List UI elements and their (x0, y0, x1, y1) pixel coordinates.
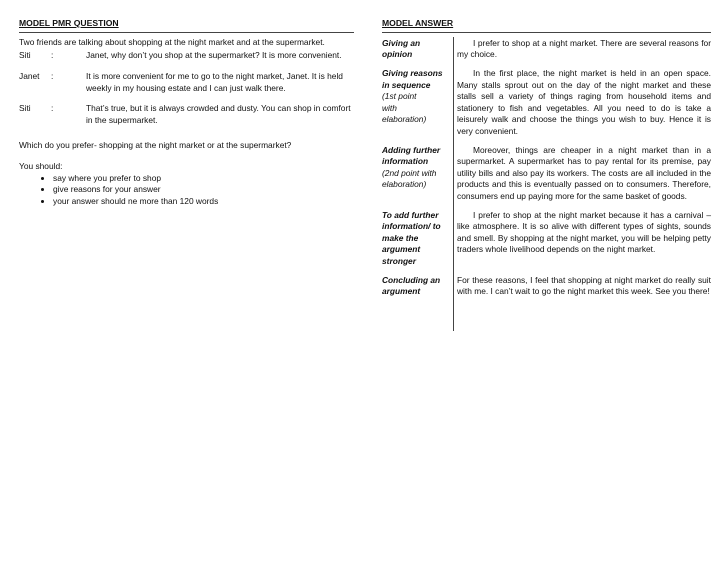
speaker-name: Siti (19, 50, 31, 61)
question-column (19, 18, 354, 207)
speaker-colon: : (51, 103, 54, 114)
list-item: • your answer should ne more than 120 words (53, 196, 354, 208)
answer-heading: MODEL ANSWER (382, 18, 711, 33)
label-line: information/ to (382, 221, 441, 232)
answer-row-label (382, 209, 454, 274)
answer-table (382, 37, 711, 331)
answer-row-label (382, 37, 454, 67)
label-line: Concluding an (382, 274, 441, 285)
speech-text: Janet, why don’t you shop at the supermarket? It is more convenient. (86, 50, 342, 61)
label-line: Adding further (382, 144, 441, 155)
column-divider (382, 304, 454, 331)
answer-paragraph: In the first place, the night market is held in an open space. Many stalls sprout out on the day of the night market and these stalls sell a variety of things raging from household items and stationery to fish and vegetables. All you need to do is take a leisurely walk and choose the things you wish to buy. Hence it is very convenient. (457, 68, 711, 137)
label-line: with (382, 102, 397, 113)
speech-text: That’s true, but it is always crowded and dusty. You can shop in comfort in the supermarket. (86, 103, 351, 125)
answer-row-label (382, 144, 454, 209)
dialogue-line (19, 103, 354, 126)
label-line: Giving reasons (382, 68, 443, 79)
label-line: make the (382, 232, 419, 243)
label-line: opinion (382, 49, 413, 60)
speaker-name: Siti (19, 103, 31, 114)
label-line: argument (382, 286, 421, 297)
instruction-list (19, 173, 354, 208)
list-item: • give reasons for your answer (53, 184, 354, 196)
dialogue-line (19, 71, 354, 94)
speech-text: It is more convenient for me to go to the night market, Janet. It is held weekly in my housing estate and I can just walk there. (86, 71, 343, 93)
answer-row-label (382, 274, 454, 304)
should-label: You should: (19, 161, 63, 172)
answer-paragraph: Moreover, things are cheaper in a night market than in a supermarket. A supermarket has to pay rental for its premise, pay utility bills and also pay its workers. The costs are all included in the products and this is eventually passed on to consumers. Therefore, consumers end up paying more for the same basket of goods. (457, 144, 711, 201)
answer-paragraph: For these reasons, I feel that shopping at night market do really suit with me. I can’t wait to go the night market this week. See you there! (457, 274, 711, 297)
answer-paragraph: I prefer to shop at the night market because it has a carnival – like atmosphere. It is so alive with different types of sights, sounds and smell. By shopping at the night market, you will be helping petty traders whole livelihood depends on the night market. (457, 209, 711, 255)
speaker-colon: : (51, 50, 54, 61)
answer-row (382, 209, 711, 274)
list-item: • say where you prefer to shop (53, 173, 354, 185)
label-line: (2nd point with (382, 167, 437, 178)
label-line: To add further (382, 209, 439, 220)
label-line: stronger (382, 255, 416, 266)
answer-row (382, 274, 711, 304)
label-line: elaboration) (382, 114, 427, 125)
question-intro: Two friends are talking about shopping at the night market and at the supermarket. (19, 36, 325, 47)
label-line: elaboration) (382, 179, 427, 190)
question-heading: MODEL PMR QUESTION (19, 18, 354, 33)
answer-row (382, 37, 711, 67)
question-prompt: Which do you prefer- shopping at the night market or at the supermarket? (19, 140, 292, 151)
speaker-colon: : (51, 71, 54, 82)
divider-tail (382, 304, 711, 331)
label-line: information (382, 156, 429, 167)
speaker-name: Janet (19, 71, 40, 82)
answer-row (382, 67, 711, 144)
answer-paragraph: I prefer to shop at a night market. There are several reasons for my choice. (457, 37, 711, 60)
label-line: Giving an (382, 37, 421, 48)
label-line: argument (382, 244, 421, 255)
label-line: in sequence (382, 79, 431, 90)
answer-column (382, 18, 711, 331)
dialogue-line (19, 50, 354, 62)
answer-row-label (382, 67, 454, 144)
label-line: (1st point (382, 91, 417, 102)
answer-row (382, 144, 711, 209)
